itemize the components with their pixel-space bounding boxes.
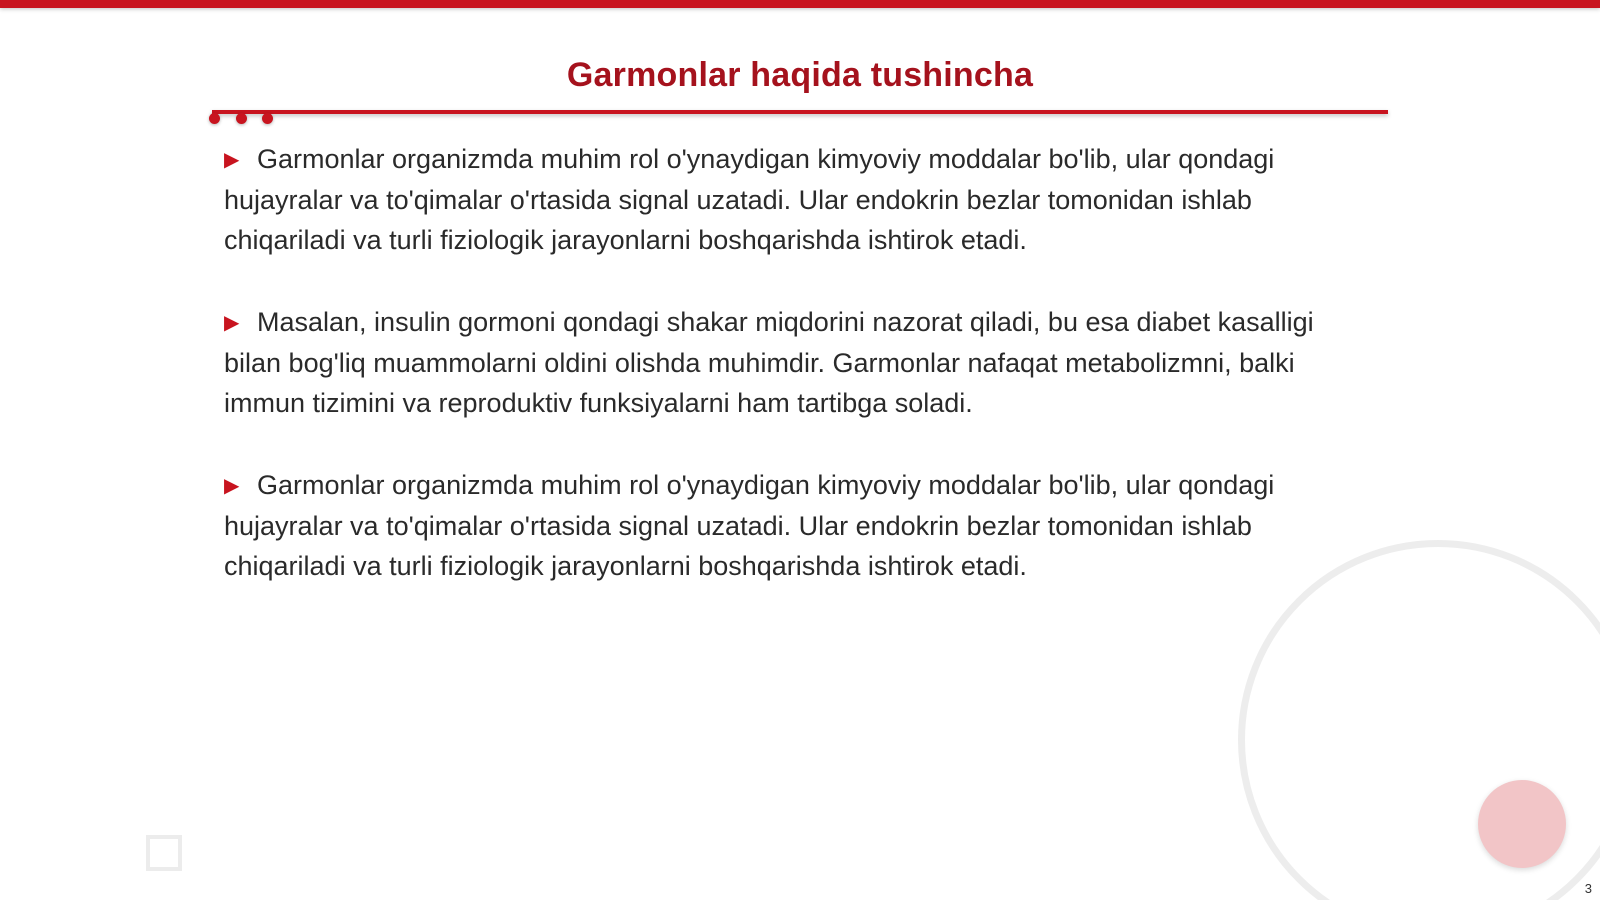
decor-dot: [236, 113, 247, 124]
decor-circle-filled: [1478, 780, 1566, 868]
decor-dot: [209, 113, 220, 124]
bullet-text: Garmonlar organizmda muhim rol o'ynaydigan kimyoviy moddalar bo'lib, ular qondagi hujayralar va to'qimalar o'rtasida signal uzatadi. Ular endokrin bezlar tomonidan ishlab chiqariladi va turli fiziologik jarayonlarni boshqarishda ishtirok etadi.: [224, 470, 1275, 581]
decor-dot: [262, 113, 273, 124]
decor-square-outline: [146, 835, 182, 871]
top-accent-bar: [0, 0, 1600, 8]
triangle-bullet-icon: ▶: [224, 475, 240, 497]
bullet-text: Masalan, insulin gormoni qondagi shakar miqdorini nazorat qiladi, bu esa diabet kasalligi bilan bog'liq muammolarni oldini olishda muhimdir. Garmonlar nafaqat metabolizmni, balki immun tizimini va reproduktiv funksiyalarni ham tartibga soladi.: [224, 307, 1314, 418]
bullet-item: [224, 465, 1364, 586]
triangle-bullet-icon: ▶: [224, 312, 240, 334]
bullet-text: Garmonlar organizmda muhim rol o'ynaydigan kimyoviy moddalar bo'lib, ular qondagi hujayralar va to'qimalar o'rtasida signal uzatadi. Ular endokrin bezlar tomonidan ishlab chiqariladi va turli fiziologik jarayonlarni boshqarishda ishtirok etadi.: [224, 144, 1275, 255]
bullet-item: [224, 302, 1364, 423]
page-number: 3: [1584, 881, 1592, 896]
bullet-item: [224, 139, 1364, 260]
bullet-list: [224, 139, 1364, 628]
triangle-bullet-icon: ▶: [224, 149, 240, 171]
slide-title: Garmonlar haqida tushincha: [566, 56, 1034, 94]
title-underline: [212, 110, 1388, 114]
